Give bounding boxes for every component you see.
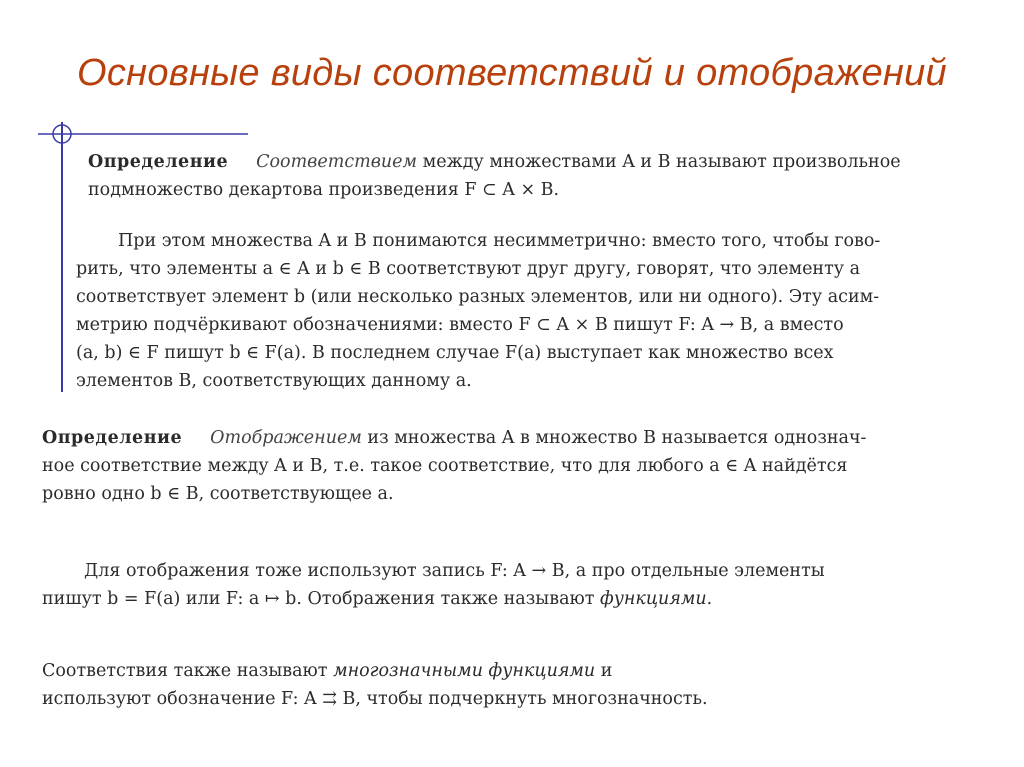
paragraph-line: соответствует элемент b (или несколько разных элементов, или ни одного). Эту асим- [76,287,880,307]
definition-term: Отображением [210,428,362,448]
definition-text: ровно одно b ∈ B, соответствующее a. [42,484,394,504]
paragraph-line: метрию подчёркивают обозначениями: вместо F ⊂ A × B пишут F: A → B, а вместо [76,315,844,335]
definition-term: Соответствием [256,152,418,172]
definition-heading: Определение [88,152,229,172]
definition-mapping [42,424,990,508]
functions-term: функциями. [600,589,713,609]
paragraph-line: элементов B, соответствующих данному a. [76,371,472,391]
paragraph-line: Для отображения тоже используют запись F: A → B, а про отдельные элементы [84,561,825,581]
paragraph-asymmetry [76,227,993,395]
paragraph-line: Соответствия также называют [42,661,328,681]
definition-text: из множества A в множество B называется однознач- [367,428,867,448]
definition-text: между множествами A и B называют произвольное [422,152,901,172]
paragraph-multivalued [42,657,902,713]
paragraph-line: пишут b = F(a) или F: a ↦ b. Отображения также называют [42,589,595,609]
multivalued-functions-term: многозначными функциями [333,661,596,681]
definition-correspondence [88,148,993,204]
paragraph-line: и [600,661,613,681]
page-title: Основные виды соответствий и отображений [77,52,947,94]
paragraph-line: При этом множества A и B понимаются несимметрично: вместо того, чтобы гово- [118,231,881,251]
paragraph-notation [42,557,992,613]
definition-text: подмножество декартова произведения F ⊂ A × B. [88,180,560,200]
paragraph-line: рить, что элементы a ∈ A и b ∈ B соответствуют друг другу, говорят, что элементу a [76,259,861,279]
definition-text: ное соответствие между A и B, т.е. такое соответствие, что для любого a ∈ A найдётся [42,456,848,476]
definition-heading: Определение [42,428,183,448]
paragraph-line: используют обозначение F: A ⇉ B, чтобы подчеркнуть многозначность. [42,689,708,709]
paragraph-line: (a, b) ∈ F пишут b ∈ F(a). В последнем случае F(a) выступает как множество всех [76,343,834,363]
